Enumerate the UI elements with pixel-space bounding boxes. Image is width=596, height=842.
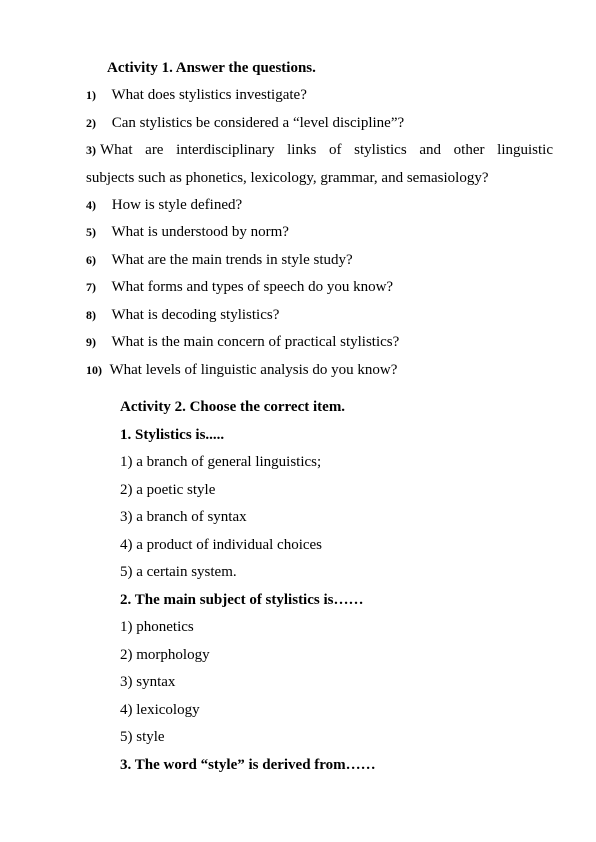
question-number: 10) bbox=[86, 363, 102, 377]
question-number: 5) bbox=[86, 225, 96, 239]
question-1 bbox=[86, 86, 307, 104]
question-number: 8) bbox=[86, 308, 96, 322]
question-10 bbox=[86, 361, 397, 379]
question-5 bbox=[86, 223, 289, 241]
question-2 bbox=[86, 114, 404, 132]
question-7 bbox=[86, 278, 393, 296]
item-2-option-1: 1) phonetics bbox=[120, 619, 194, 635]
question-6 bbox=[86, 251, 353, 269]
question-9 bbox=[86, 333, 399, 351]
item-1-option-3: 3) a branch of syntax bbox=[120, 509, 247, 525]
question-number: 6) bbox=[86, 253, 96, 267]
activity2-heading: Activity 2. Choose the correct item. bbox=[120, 399, 346, 415]
question-text: What levels of linguistic analysis do you know? bbox=[109, 362, 398, 378]
question-number: 7) bbox=[86, 280, 96, 294]
item-1-option-1: 1) a branch of general linguistics; bbox=[120, 454, 322, 470]
activity1-heading: Activity 1. Answer the questions. bbox=[107, 60, 316, 76]
question-3-continued: subjects such as phonetics, lexicology, grammar, and semasiology? bbox=[86, 170, 489, 186]
question-text: What is decoding stylistics? bbox=[111, 307, 280, 323]
question-text: What are interdisciplinary links of stylistics and other linguistic bbox=[100, 142, 553, 158]
item-2-option-2: 2) morphology bbox=[120, 647, 210, 663]
question-text: What forms and types of speech do you know? bbox=[111, 279, 394, 295]
question-number: 2) bbox=[86, 116, 96, 130]
item-1-option-5: 5) a certain system. bbox=[120, 564, 237, 580]
item-2-title: 2. The main subject of stylistics is…… bbox=[120, 592, 364, 608]
question-3 bbox=[86, 141, 553, 159]
item-1-option-4: 4) a product of individual choices bbox=[120, 537, 323, 553]
question-number: 3) bbox=[86, 143, 96, 157]
question-number: 1) bbox=[86, 88, 96, 102]
question-text: What does stylistics investigate? bbox=[111, 87, 307, 103]
question-text: Can stylistics be considered a “level discipline”? bbox=[111, 115, 405, 131]
item-2-option-4: 4) lexicology bbox=[120, 702, 200, 718]
question-text: How is style defined? bbox=[111, 197, 243, 213]
item-1-title: 1. Stylistics is..... bbox=[120, 427, 225, 443]
item-3-title: 3. The word “style” is derived from…… bbox=[120, 757, 376, 773]
question-number: 4) bbox=[86, 198, 96, 212]
item-1-option-2: 2) a poetic style bbox=[120, 482, 216, 498]
question-text: What is the main concern of practical stylistics? bbox=[111, 334, 400, 350]
question-4 bbox=[86, 196, 242, 214]
item-2-option-5: 5) style bbox=[120, 729, 165, 745]
question-number: 9) bbox=[86, 335, 96, 349]
question-text: What is understood by norm? bbox=[111, 224, 289, 240]
item-2-option-3: 3) syntax bbox=[120, 674, 176, 690]
question-8 bbox=[86, 306, 279, 324]
question-text: What are the main trends in style study? bbox=[111, 252, 353, 268]
